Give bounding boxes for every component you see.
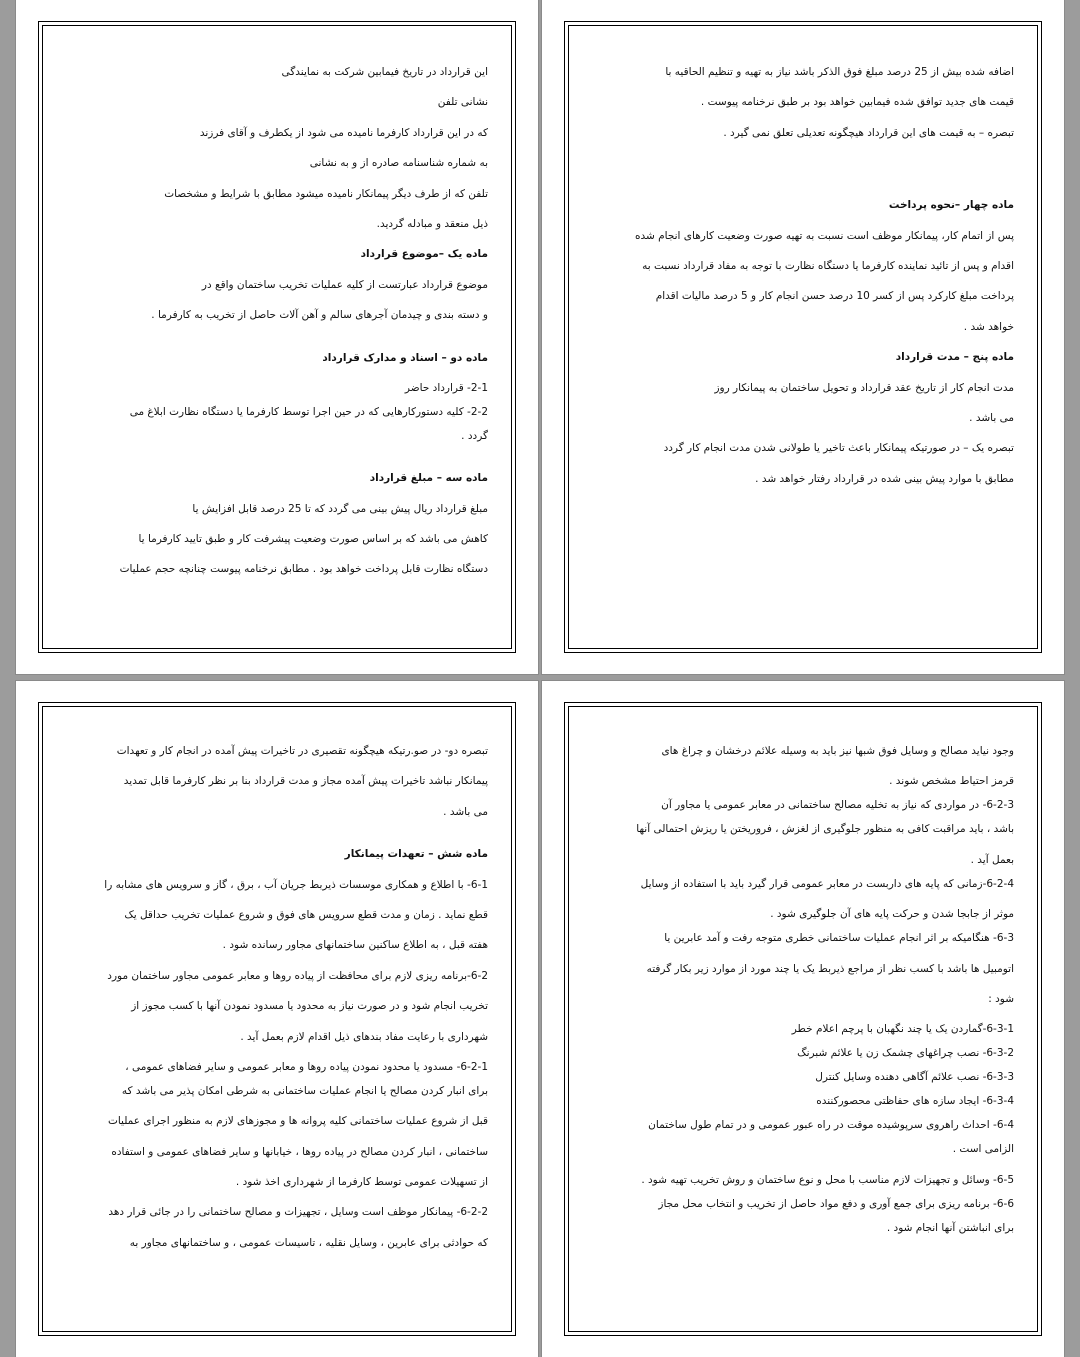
text-line: تبصره یک – در صورتیکه پیمانکار باعث تاخیر یا طولانی شدن مدت انجام کار گردد bbox=[663, 442, 1014, 455]
text-line: قبل از شروع عملیات ساختمانی کلیه پروانه ها و مجوزهای لازم به منظور اجرای عملیات bbox=[107, 1115, 488, 1128]
text-line: ذیل منعقد و مبادله گردید. bbox=[376, 217, 488, 230]
text-line: 6-5- وسائل و تجهیزات لازم مناسب با محل و نوع ساختمان و روش تخریب تهیه شود . bbox=[641, 1173, 1014, 1186]
page-bottom-right bbox=[542, 681, 1064, 1357]
text-line: تبصره دو- در صو.رتیکه هیچگونه تقصیری در تاخیرات پیش آمده در انجام کار و تعهدات bbox=[116, 745, 488, 757]
text-line: اقدام و پس از تائید نماینده کارفرما یا دستگاه نظارت با توجه به مفاد قرارداد نسبت به bbox=[642, 259, 1014, 272]
text-line: پیمانکار نباشد تاخیرات پیش آمده مجاز و مدت قرارداد بنا بر نظر کارفرما قابل تمدید bbox=[123, 775, 488, 788]
text-line: قرمز احتیاط مشخص شوند . bbox=[889, 775, 1014, 788]
section-heading: ماده چهار –نحوه پرداخت bbox=[888, 199, 1014, 212]
text-line: قیمت های جدید توافق شده فیمابین خواهد بود بر طبق نرخنامه پیوست . bbox=[700, 96, 1014, 109]
text-line: 6-2-2- پیمانکار موظف است وسایل ، تجهیزات و مصالح ساختمانی را در جائی قرار دهد bbox=[108, 1206, 488, 1219]
section-heading: ماده شش – تعهدات پیمانکار bbox=[344, 848, 488, 861]
text-line: قطع نماید . زمان و مدت قطع سرویس های فوق و شروع عملیات تخریب حداقل یک bbox=[124, 908, 488, 921]
text-line: این قرارداد در تاریخ فیمابین شرکت به نمایندگی bbox=[281, 66, 488, 78]
text-line: دستگاه نظارت قابل پرداخت خواهد بود . مطابق نرخنامه پیوست چنانچه حجم عملیات bbox=[119, 563, 488, 576]
text-line: ساختمانی ، انبار کردن مصالح در پیاده روها ، خیابانها و سایر فضاهای عمومی و استفاده bbox=[111, 1145, 488, 1158]
page-text bbox=[66, 62, 488, 590]
page-bottom-left bbox=[16, 681, 538, 1357]
text-line: تخریب انجام شود و در صورت نیاز به محدود یا مسدود نمودن آنها با کسب مجوز از bbox=[131, 1000, 488, 1013]
text-line: که در این قرارداد کارفرما نامیده می شود از یکطرف و آقای فرزند bbox=[199, 126, 488, 139]
text-line: 2-2- کلیه دستورکارهایی که در حین اجرا توسط کارفرما یا دستگاه نظارت ابلاغ می bbox=[129, 405, 488, 418]
text-line: 6-3-2- نصب چراغهای چشمک زن یا علائم شبرنگ bbox=[797, 1047, 1014, 1060]
text-line: گردد . bbox=[461, 429, 488, 442]
text-line: 6-3- هنگامیکه بر اثر انجام عملیات ساختمانی خطری متوجه رفت و آمد عابرین یا bbox=[664, 932, 1014, 945]
text-line: پس از اتمام کار، پیمانکار موظف است نسبت به تهیه صورت وضعیت کارهای انجام شده bbox=[635, 229, 1014, 242]
text-line: 6-2-برنامه ریزی لازم برای محافظت از پیاده روها و معابر عمومی مجاور ساختمان مورد bbox=[107, 969, 488, 982]
text-line: و دسته بندی و چیدمان آجرهای سالم و آهن آلات حاصل از تخریب به کارفرما . bbox=[151, 309, 488, 322]
text-line: تبصره – به قیمت های این قرارداد هیچگونه تعدیلی تعلق نمی گیرد . bbox=[723, 126, 1014, 139]
text-line: اتومبیل ها باشد با کسب نظر از مراجع ذیربط یک یا چند مورد از موارد زیر بکار گرفته bbox=[646, 962, 1014, 975]
text-line: 6-3-4- ایجاد سازه های حفاظتی محصورکننده bbox=[816, 1095, 1014, 1108]
page-text bbox=[592, 741, 1014, 1242]
text-line: الزامی است . bbox=[952, 1143, 1014, 1156]
text-line: شود : bbox=[988, 992, 1014, 1005]
text-line: باشد ، باید مراقبت کافی به منظور جلوگیری از لغزش ، فروریختن یا ریزش احتمالی آنها bbox=[636, 823, 1014, 836]
page-top-right bbox=[542, 0, 1064, 674]
text-line: 6-4- احداث راهروی سرپوشیده موقت در راه عبور عمومی و در تمام طول ساختمان bbox=[648, 1119, 1014, 1132]
text-line: مطابق با موارد پیش بینی شده در قرارداد رفتار خواهد شد . bbox=[755, 472, 1014, 485]
text-line: موضوع قرارداد عبارتست از کلیه عملیات تخریب ساختمان واقع در bbox=[201, 278, 488, 291]
text-line: از تسهیلات عمومی توسط کارفرما از شهرداری اخذ شود . bbox=[235, 1176, 488, 1189]
text-line: 6-2-1- مسدود یا محدود نمودن پیاده روها و معابر عمومی و سایر فضاهای عمومی ، bbox=[125, 1060, 488, 1073]
text-line: 2-1- قرارداد حاضر bbox=[404, 381, 488, 394]
text-line: پرداخت مبلغ کارکرد پس از کسر 10 درصد حسن انجام کار و 5 درصد مالیات اقدام bbox=[655, 290, 1014, 303]
text-line: 6-1- با اطلاع و همکاری موسسات ذیربط جریان آب ، برق ، گاز و سرویس های مشابه را bbox=[104, 878, 488, 891]
text-line: می باشد . bbox=[443, 805, 488, 818]
page-text bbox=[66, 741, 488, 1263]
text-line: به شماره شناسنامه صادره از و به نشانی bbox=[309, 157, 488, 170]
section-heading: ماده دو – اسناد و مدارک قرارداد bbox=[322, 351, 488, 364]
text-line: تلفن که از طرف دیگر پیمانکار نامیده میشود مطابق با شرایط و مشخصات bbox=[164, 187, 488, 200]
text-line: اضافه شده بیش از 25 درصد مبلغ فوق الذکر باشد نیاز به تهیه و تنظیم الحاقیه با bbox=[665, 66, 1014, 78]
text-line: می باشد . bbox=[969, 411, 1014, 424]
text-line: شهرداری با رعایت مفاد بندهای ذیل اقدام لازم بعمل آید . bbox=[240, 1030, 488, 1043]
text-line: مدت انجام کار از تاریخ عقد قرارداد و تحویل ساختمان به پیمانکار روز bbox=[714, 381, 1014, 394]
text-line: کاهش می باشد که بر اساس صورت وضعیت پیشرفت کار و طبق تایید کارفرما یا bbox=[138, 533, 488, 546]
text-line: که حوادثی برای عابرین ، وسایل نقلیه ، تاسیسات عمومی ، و ساختمانهای مجاور به bbox=[129, 1236, 488, 1249]
text-line: 6-6- برنامه ریزی برای جمع آوری و دفع مواد حاصل از تخریب و انتخاب محل مجاز bbox=[658, 1197, 1014, 1210]
page-text bbox=[592, 62, 1014, 499]
section-heading: ماده سه – مبلغ قرارداد bbox=[369, 472, 488, 485]
section-heading: ماده پنج – مدت قرارداد bbox=[895, 351, 1014, 364]
text-line: 6-3-1-گماردن یک یا چند نگهبان با پرچم اعلام خطر bbox=[791, 1023, 1014, 1036]
section-heading: ماده یک –موضوع قرارداد bbox=[360, 248, 488, 261]
text-line: 6-2-4-زمانی که پایه های داربست در معابر عمومی قرار گیرد باید با استفاده از وسایل bbox=[640, 877, 1014, 890]
text-line: موثر از جابجا شدن و حرکت پایه های آن جلوگیری شود . bbox=[770, 908, 1014, 921]
text-line: خواهد شد . bbox=[963, 320, 1014, 333]
text-line: بعمل آید . bbox=[970, 853, 1014, 866]
text-line: 6-2-3- در مواردی که نیاز به تخلیه مصالح ساختمانی در معابر عمومی یا مجاور آن bbox=[661, 799, 1014, 812]
page-top-left bbox=[16, 0, 538, 674]
text-line: وجود نیاید مصالح و وسایل فوق شبها نیز باید به وسیله علائم درخشان و چراغ های bbox=[661, 745, 1014, 757]
text-line: نشانی تلفن bbox=[437, 96, 488, 109]
text-line: برای انباشتن آنها انجام شود . bbox=[886, 1221, 1014, 1234]
text-line: هفته قبل ، به اطلاع ساکنین ساختمانهای مجاور رسانده شود . bbox=[222, 939, 488, 952]
text-line: 6-3-3- نصب علائم آگاهی دهنده وسایل کنترل bbox=[815, 1071, 1014, 1084]
text-line: برای انبار کردن مصالح یا انجام عملیات ساختمانی به شرطی امکان پذیر می باشد که bbox=[121, 1084, 488, 1097]
text-line: مبلغ قرارداد ریال پیش بینی می گردد که تا 25 درصد قابل افزایش یا bbox=[192, 502, 488, 515]
